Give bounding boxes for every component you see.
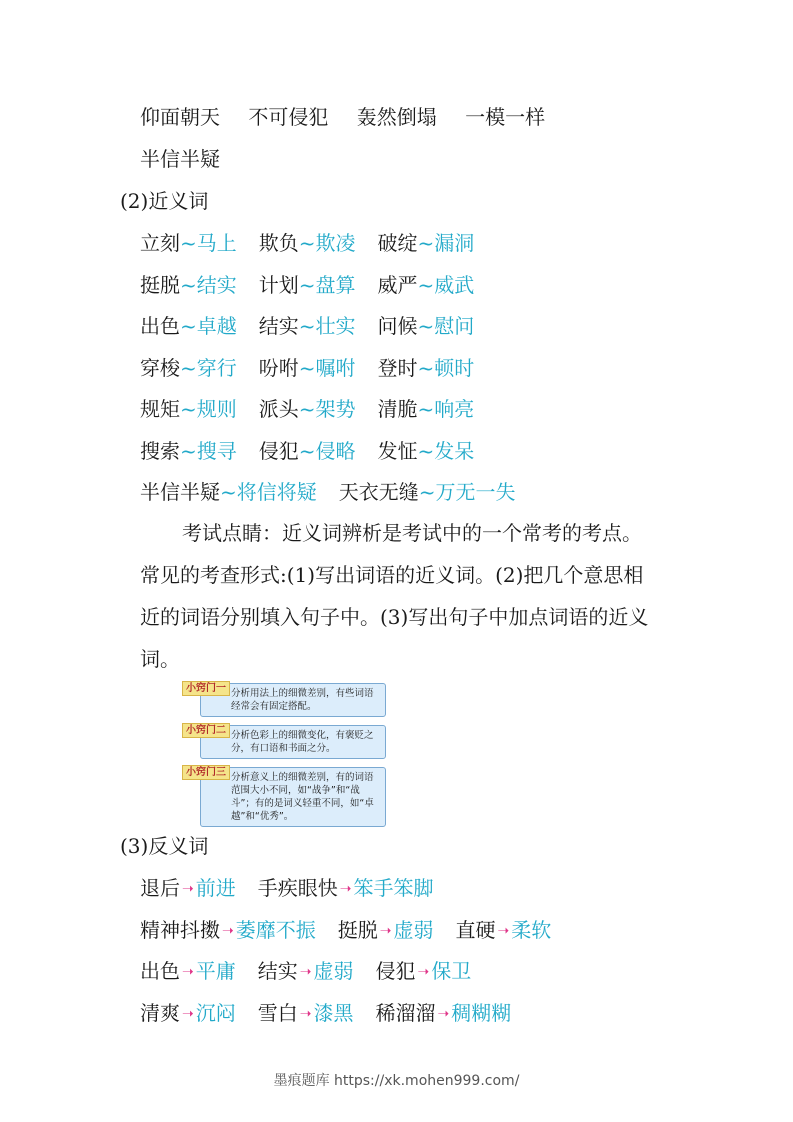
antonym-word: 结实 xyxy=(257,959,298,983)
antonym-word: 手疾眼快 xyxy=(257,876,338,900)
arrow-icon: ➝ xyxy=(497,922,510,939)
tip-text: 分析意义上的细微差别，有的词语范围大小不同，如“战争”和“战斗”；有的是词义轻重不同，如“卓越”和“优秀”。 xyxy=(200,767,386,827)
synonym-word: 威严 xyxy=(377,272,418,297)
antonym-word: 雪白 xyxy=(257,1000,298,1025)
tilde-separator: ~ xyxy=(220,480,237,504)
synonym-answer: 万无一失 xyxy=(435,480,516,504)
antonym-answer: 虚弱 xyxy=(393,917,434,942)
tilde-separator: ~ xyxy=(298,272,316,297)
synonym-word: 清脆 xyxy=(377,397,418,421)
antonym-word: 直硬 xyxy=(455,917,496,942)
synonyms-heading: (2)近义词 xyxy=(120,189,209,213)
idiom: 不可侵犯 xyxy=(248,105,329,129)
synonym-word: 侵犯 xyxy=(258,438,299,463)
antonym-row xyxy=(140,999,511,1028)
synonym-row xyxy=(140,437,474,465)
synonym-word: 结实 xyxy=(258,314,299,338)
tilde-separator: ~ xyxy=(298,231,316,255)
tilde-separator: ~ xyxy=(180,397,197,421)
synonym-word: 派头 xyxy=(258,397,299,421)
antonym-answer: 稠糊糊 xyxy=(451,1000,512,1025)
antonym-row xyxy=(140,957,471,986)
arrow-icon: ➝ xyxy=(299,964,312,980)
synonym-answer: 威武 xyxy=(434,272,475,297)
arrow-icon: ➝ xyxy=(417,964,430,980)
synonym-answer: 搜寻 xyxy=(196,438,237,463)
idiom-line-1 xyxy=(140,103,545,131)
synonym-word: 天衣无缝 xyxy=(338,480,419,504)
synonym-word: 登时 xyxy=(377,355,418,380)
antonym-answer: 沉闷 xyxy=(195,1000,236,1025)
antonym-answer: 平庸 xyxy=(195,959,236,983)
tilde-separator: ~ xyxy=(417,397,435,421)
tilde-separator: ~ xyxy=(417,314,435,338)
synonym-row xyxy=(140,229,474,257)
synonym-row xyxy=(140,271,474,299)
antonym-answer: 萎靡不振 xyxy=(235,917,316,942)
exam-tip-paragraph xyxy=(140,512,700,680)
synonym-answer: 卓越 xyxy=(196,314,237,338)
synonym-answer: 规则 xyxy=(196,397,237,421)
synonym-row xyxy=(140,312,474,340)
arrow-icon: ➝ xyxy=(379,922,392,939)
tip-callout xyxy=(182,683,386,717)
antonym-row xyxy=(140,916,551,945)
synonym-answer: 响亮 xyxy=(434,397,475,421)
synonym-answer: 穿行 xyxy=(196,355,237,380)
synonym-word: 立刻 xyxy=(140,231,180,255)
tip-tag: 小窍门三 xyxy=(182,765,230,780)
synonym-answer: 侵略 xyxy=(315,438,356,463)
synonym-answer: 马上 xyxy=(196,231,237,255)
synonym-answer: 盘算 xyxy=(315,272,356,297)
antonym-answer: 前进 xyxy=(195,876,236,900)
tilde-separator: ~ xyxy=(418,480,436,504)
synonym-answer: 壮实 xyxy=(315,314,356,338)
tilde-separator: ~ xyxy=(180,355,197,380)
footer-source: 墨痕题库 https://xk.mohen999.com/ xyxy=(273,1073,520,1089)
synonym-answer: 嘱咐 xyxy=(315,355,356,380)
tips-panel xyxy=(182,683,386,835)
arrow-icon: ➝ xyxy=(182,964,194,980)
synonym-word: 发怔 xyxy=(377,438,418,463)
synonym-word: 欺负 xyxy=(258,231,299,255)
synonym-answer: 架势 xyxy=(315,397,356,421)
tilde-separator: ~ xyxy=(180,272,197,297)
arrow-icon: ➝ xyxy=(339,881,352,897)
tilde-separator: ~ xyxy=(298,397,316,421)
synonym-answer: 顿时 xyxy=(434,355,475,380)
synonym-answer: 将信将疑 xyxy=(236,480,317,504)
antonym-word: 退后 xyxy=(140,876,180,900)
tip-tag: 小窍门二 xyxy=(182,723,230,738)
antonym-word: 出色 xyxy=(140,959,180,983)
synonym-answer: 漏洞 xyxy=(434,231,475,255)
tilde-separator: ~ xyxy=(298,438,316,463)
antonym-row xyxy=(140,874,433,903)
antonym-answer: 漆黑 xyxy=(313,1000,354,1025)
synonym-word: 规矩 xyxy=(140,397,180,421)
idiom-line-2 xyxy=(140,145,220,173)
synonym-word: 出色 xyxy=(140,314,180,338)
synonym-row xyxy=(140,395,474,423)
synonym-word: 吩咐 xyxy=(258,355,299,380)
idiom: 仰面朝天 xyxy=(140,105,220,129)
synonym-answer: 结实 xyxy=(196,272,237,297)
tilde-separator: ~ xyxy=(417,355,435,380)
arrow-icon: ➝ xyxy=(437,1005,450,1022)
antonym-answer: 保卫 xyxy=(431,959,472,983)
antonym-answer: 柔软 xyxy=(511,917,552,942)
tilde-separator: ~ xyxy=(417,231,435,255)
tip-callout xyxy=(182,725,386,759)
tilde-separator: ~ xyxy=(298,314,316,338)
synonym-answer: 欺凌 xyxy=(315,231,356,255)
tip-callout xyxy=(182,767,386,827)
idiom: 半信半疑 xyxy=(140,147,220,171)
synonym-word: 挺脱 xyxy=(140,272,180,297)
arrow-icon: ➝ xyxy=(299,1005,312,1022)
tilde-separator: ~ xyxy=(180,314,197,338)
exam-tip-line: 词。 xyxy=(140,647,180,671)
synonym-word: 半信半疑 xyxy=(140,480,220,504)
tilde-separator: ~ xyxy=(417,272,435,297)
tip-tag: 小窍门一 xyxy=(182,681,230,696)
idiom: 轰然倒塌 xyxy=(356,105,437,129)
antonym-word: 挺脱 xyxy=(337,917,378,942)
synonym-word: 计划 xyxy=(258,272,299,297)
arrow-icon: ➝ xyxy=(182,1005,194,1022)
antonym-word: 侵犯 xyxy=(375,959,416,983)
synonym-word: 搜索 xyxy=(140,438,180,463)
tilde-separator: ~ xyxy=(298,355,316,380)
synonym-row xyxy=(140,478,516,506)
synonym-word: 问候 xyxy=(377,314,418,338)
tilde-separator: ~ xyxy=(180,438,197,463)
arrow-icon: ➝ xyxy=(182,881,194,897)
antonym-word: 清爽 xyxy=(140,1000,180,1025)
tilde-separator: ~ xyxy=(180,231,197,255)
exam-tip-line: 考试点睛：近义词辨析是考试中的一个常考的考点。 xyxy=(182,521,642,545)
antonym-answer: 笨手笨脚 xyxy=(353,876,434,900)
synonym-word: 穿梭 xyxy=(140,355,180,380)
tilde-separator: ~ xyxy=(417,438,435,463)
antonym-answer: 虚弱 xyxy=(313,959,354,983)
synonym-answer: 慰问 xyxy=(434,314,475,338)
antonyms-heading: (3)反义词 xyxy=(120,834,209,858)
exam-tip-line: 常见的考查形式:(1)写出词语的近义词。(2)把几个意思相 xyxy=(140,563,644,587)
synonym-row xyxy=(140,354,474,382)
antonym-word: 精神抖擞 xyxy=(140,917,220,942)
antonym-word: 稀溜溜 xyxy=(375,1000,436,1025)
tip-text: 分析用法上的细微差别，有些词语经常会有固定搭配。 xyxy=(200,683,386,717)
synonym-word: 破绽 xyxy=(377,231,418,255)
synonym-answer: 发呆 xyxy=(434,438,475,463)
arrow-icon: ➝ xyxy=(222,922,234,939)
idiom: 一模一样 xyxy=(465,105,546,129)
exam-tip-line: 近的词语分别填入句子中。(3)写出句子中加点词语的近义 xyxy=(140,605,649,629)
tip-text: 分析色彩上的细微变化，有褒贬之分，有口语和书面之分。 xyxy=(200,725,386,759)
